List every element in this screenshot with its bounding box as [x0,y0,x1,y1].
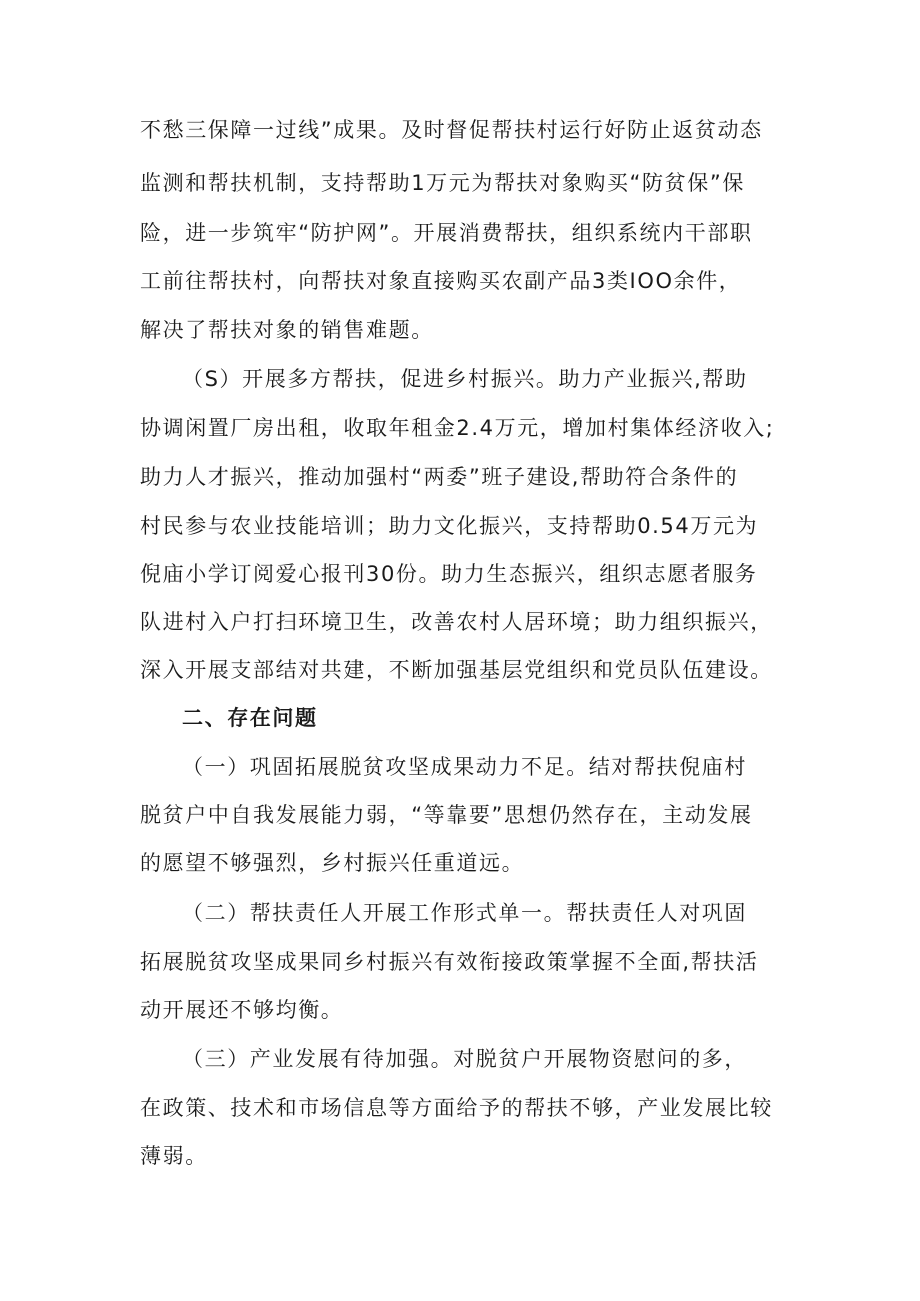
paragraph-line: 村民参与农业技能培训；助力文化振兴，支持帮助0.54万元为 [140,514,759,538]
paragraph-line: 监测和帮扶机制，支持帮助1万元为帮扶对象购买“防贫保”保 [140,171,745,195]
paragraph-line: 助力人才振兴，推动加强村“两委”班子建设,帮助符合条件的 [140,465,739,489]
paragraph-line: 拓展脱贫攻坚成果同乡村振兴有效衔接政策掌握不全面,帮扶活 [140,950,759,974]
paragraph-line: 不愁三保障一过线”成果。及时督促帮扶村运行好防止返贫动态 [140,118,763,142]
paragraph-line: 倪庙小学订阅爱心报刊30份。助力生态振兴，组织志愿者服务 [140,562,758,586]
paragraph-line: （S）开展多方帮扶，促进乡村振兴。助力产业振兴,帮助 [182,367,748,391]
paragraph-line: 险，进一步筑牢“防护网”。开展消费帮扶，组织系统内干部职 [140,221,753,245]
paragraph-line: 在政策、技术和市场信息等方面给予的帮扶不够，产业发展比较 [140,1096,773,1120]
paragraph-line: （二）帮扶责任人开展工作形式单一。帮扶责任人对巩固 [182,901,747,925]
section-heading: 二、存在问题 [182,706,318,730]
paragraph-line: 解决了帮扶对象的销售难题。 [140,318,434,342]
paragraph-line: （三）产业发展有待加强。对脱贫户开展物资慰问的多， [182,1047,747,1071]
paragraph-line: 脱贫户中自我发展能力弱，“等靠要”思想仍然存在，主动发展 [140,803,753,827]
paragraph-line: 的愿望不够强烈，乡村振兴任重道远。 [140,851,525,875]
paragraph-line: 工前往帮扶村，向帮扶对象直接购买农副产品3类IOO余件， [140,269,742,293]
paragraph-line: 协调闲置厂房出租，收取年租金2.4万元，增加村集体经济收入; [140,416,775,440]
paragraph-line: （一）巩固拓展脱贫攻坚成果动力不足。结对帮扶倪庙村 [182,755,747,779]
paragraph-line: 薄弱。 [140,1144,208,1168]
paragraph-line: 深入开展支部结对共建，不断加强基层党组织和党员队伍建设。 [140,658,773,682]
paragraph-line: 队进村入户打扫环境卫生，改善农村人居环境；助力组织振兴， [140,610,773,634]
paragraph-line: 动开展还不够均衡。 [140,998,344,1022]
